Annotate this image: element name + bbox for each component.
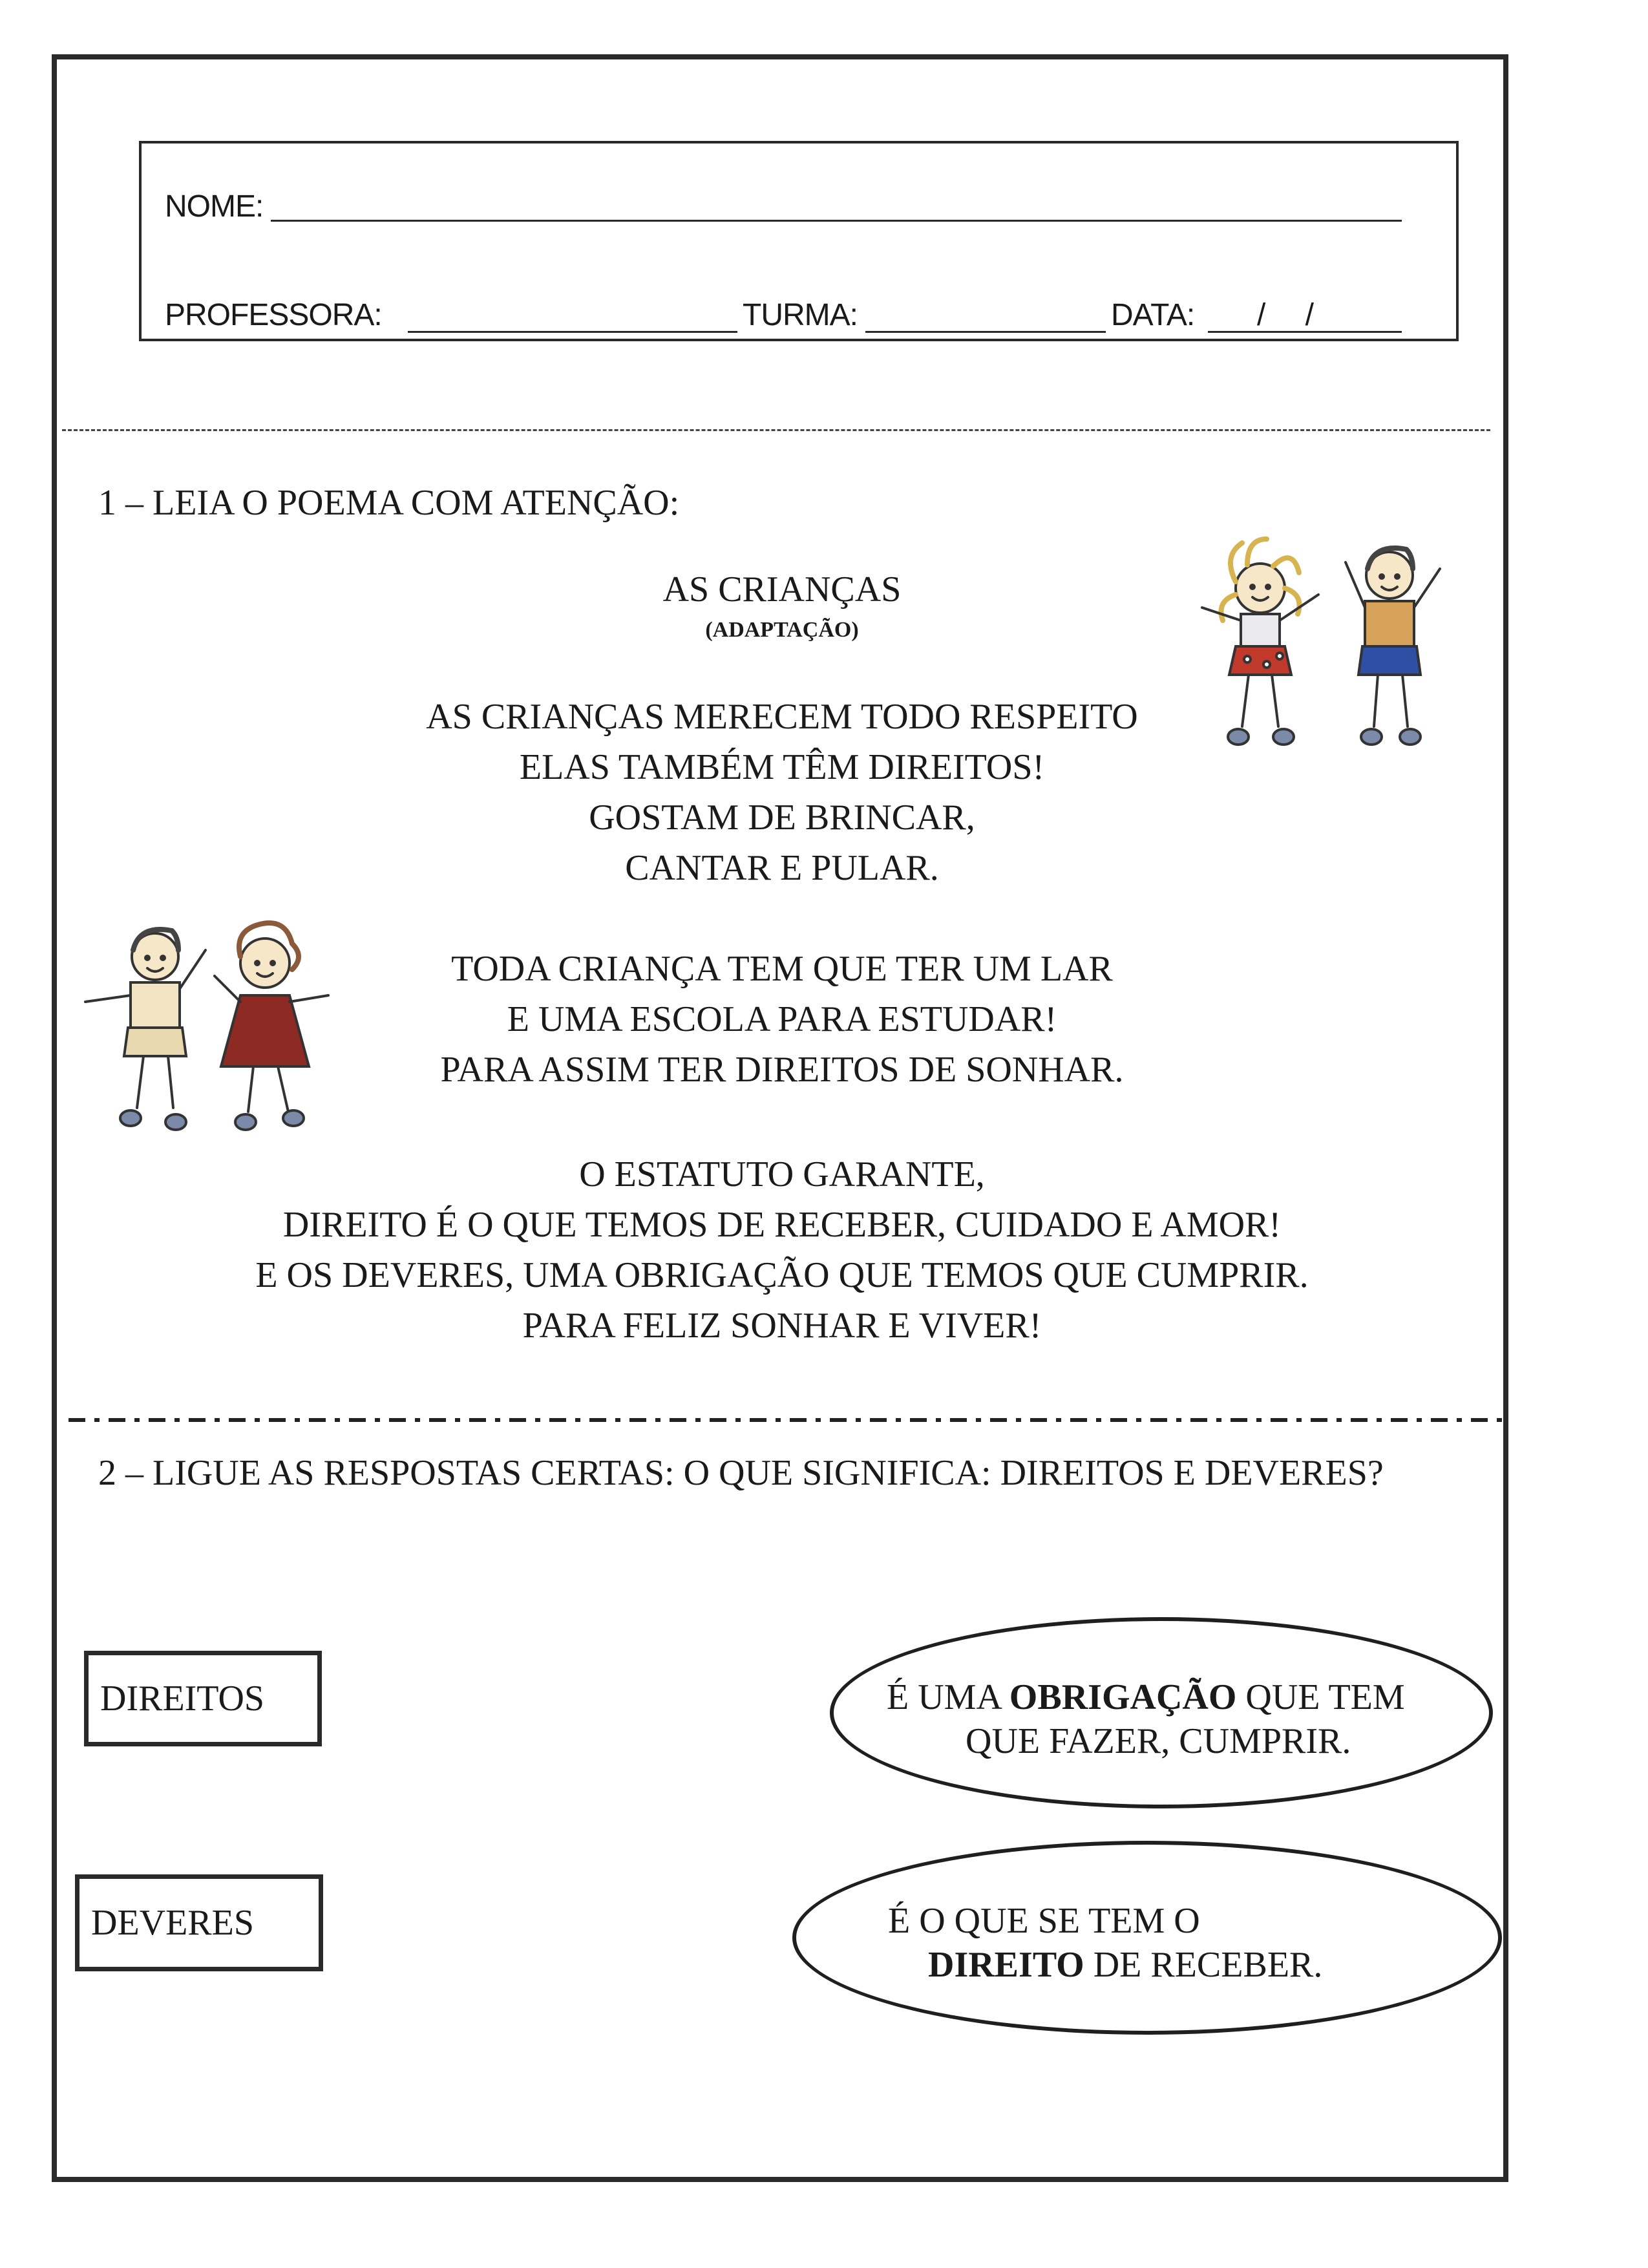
- question-1-instruction: 1 – LEIA O POEMA COM ATENÇÃO:: [98, 483, 680, 523]
- poem-line: ELAS TAMBÉM TÊM DIREITOS!: [519, 747, 1045, 787]
- date-separators: / /: [1257, 298, 1314, 332]
- student-info-header: [139, 141, 1459, 341]
- term-box-direitos[interactable]: [84, 1651, 322, 1746]
- children-illustration-left: [71, 898, 368, 1157]
- poem-line: E OS DEVERES, UMA OBRIGAÇÃO QUE TEMOS QUE CUMPRIR.: [255, 1255, 1309, 1295]
- poem-line: PARA ASSIM TER DIREITOS DE SONHAR.: [440, 1050, 1124, 1090]
- turma-field[interactable]: [865, 331, 1106, 333]
- definition-2-keyword: DIREITO: [928, 1945, 1084, 1985]
- definition-2-line-1: É O QUE SE TEM O: [888, 1901, 1200, 1941]
- section-divider-dash-dot: [69, 1418, 1503, 1422]
- turma-label: TURMA:: [743, 298, 858, 332]
- data-label: DATA:: [1111, 298, 1195, 332]
- definition-1-line-1: É UMA OBRIGAÇÃO QUE TEM: [887, 1677, 1405, 1717]
- professora-field[interactable]: [408, 331, 737, 333]
- poem-stanza-2: [362, 944, 1202, 1095]
- poem-stanza-1: [362, 692, 1202, 893]
- definition-1-line-2: QUE FAZER, CUMPRIR.: [966, 1721, 1351, 1761]
- nome-field[interactable]: [271, 220, 1402, 222]
- poem-line: AS CRIANÇAS MERECEM TODO RESPEITO: [426, 697, 1138, 737]
- poem-line: DIREITO É O QUE TEMOS DE RECEBER, CUIDADO E AMOR!: [282, 1205, 1282, 1245]
- term-label: DIREITOS: [100, 1679, 265, 1719]
- section-divider: [62, 429, 1490, 431]
- children-illustration-top-right: [1189, 517, 1474, 801]
- poem-title: AS CRIANÇAS: [662, 569, 902, 609]
- poem-line: GOSTAM DE BRINCAR,: [589, 798, 975, 838]
- question-2-instruction: 2 – LIGUE AS RESPOSTAS CERTAS: O QUE SIGNIFICA: DIREITOS E DEVERES?: [98, 1453, 1384, 1493]
- poem-line: O ESTATUTO GARANTE,: [579, 1154, 985, 1194]
- poem-line: E UMA ESCOLA PARA ESTUDAR!: [507, 999, 1057, 1039]
- term-box-deveres[interactable]: [75, 1874, 323, 1971]
- poem-line: CANTAR E PULAR.: [625, 848, 939, 888]
- professora-label: PROFESSORA:: [165, 298, 382, 332]
- definition-2-line-2: DIREITO DE RECEBER.: [928, 1945, 1323, 1985]
- poem-stanza-3: [103, 1149, 1461, 1351]
- poem-subtitle: (ADAPTAÇÃO): [705, 618, 859, 642]
- definition-1-keyword: OBRIGAÇÃO: [1009, 1677, 1237, 1717]
- poem-line: PARA FELIZ SONHAR E VIVER!: [522, 1306, 1042, 1346]
- poem-line: TODA CRIANÇA TEM QUE TER UM LAR: [451, 949, 1113, 989]
- nome-label: NOME:: [165, 189, 264, 224]
- term-label: DEVERES: [91, 1903, 254, 1943]
